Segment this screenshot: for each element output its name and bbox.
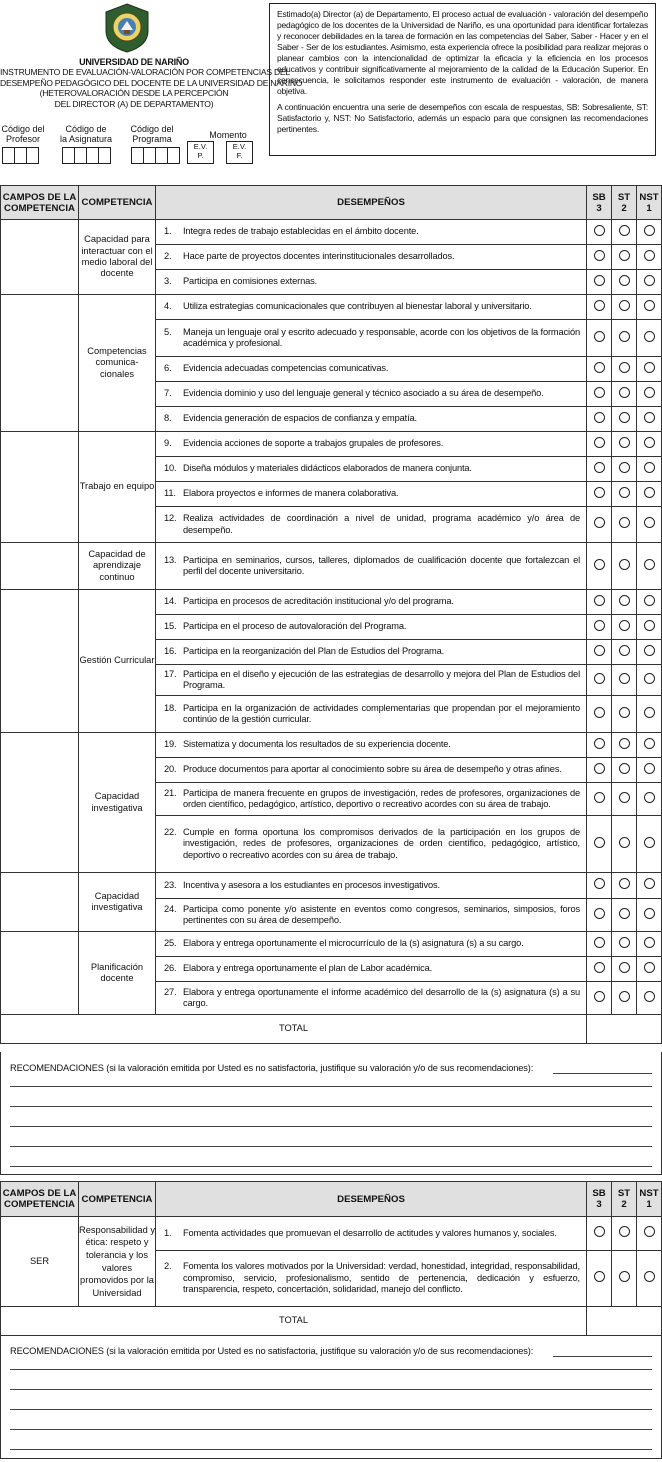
- item-text: Incentiva y asesora a los estudiantes en procesos investigativos.: [183, 879, 440, 890]
- desempeno-cell: [156, 457, 587, 482]
- radio-sb[interactable]: [587, 543, 612, 590]
- radio-st[interactable]: [612, 932, 637, 957]
- desempeno-cell: [156, 665, 587, 696]
- item-number: 2.: [164, 1261, 172, 1272]
- radio-st[interactable]: [612, 382, 637, 407]
- radio-st[interactable]: [612, 357, 637, 382]
- radio-sb[interactable]: [587, 457, 612, 482]
- campo-cell[interactable]: [1, 432, 79, 543]
- code-asignatura-label: Código de la Asignatura: [59, 124, 113, 144]
- desempeno-cell: [156, 873, 587, 899]
- desempeno-cell: [156, 957, 587, 982]
- radio-st[interactable]: [612, 615, 637, 640]
- radio-st[interactable]: [612, 899, 637, 932]
- recommendation-line[interactable]: [10, 1146, 652, 1147]
- item-text: Hace parte de proyectos docentes interinstitucionales desarrollados.: [183, 251, 455, 262]
- desempeno-cell: [156, 270, 587, 295]
- radio-sb[interactable]: [587, 1251, 612, 1307]
- radio-sb[interactable]: [587, 382, 612, 407]
- radio-sb[interactable]: [587, 873, 612, 899]
- item-text: Integra redes de trabajo establecidas en el ámbito docente.: [183, 226, 419, 237]
- radio-sb[interactable]: [587, 507, 612, 543]
- radio-sb[interactable]: [587, 615, 612, 640]
- item-number: 18.: [164, 702, 177, 713]
- item-text: Participa en la reorganización del Plan de Estudios del Programa.: [183, 646, 445, 657]
- campo-cell[interactable]: [1, 590, 79, 733]
- competencia-cell: Trabajo en equipo: [79, 432, 156, 543]
- total-label: TOTAL: [1, 1307, 587, 1336]
- university-seal-icon: [103, 3, 151, 53]
- radio-nst[interactable]: [637, 270, 662, 295]
- item-text: Evidencia dominio y uso del lenguaje general y técnico asociado a su área de desempeño.: [183, 388, 544, 399]
- item-text: Participa en la organización de actividades complementarias que propendan por el mejoramiento continúo de la gestión curricular.: [183, 702, 580, 724]
- radio-st[interactable]: [612, 640, 637, 665]
- item-text: Elabora y entrega oportunamente el microcurrículo de la (s) asignatura (s) a su cargo.: [183, 938, 524, 949]
- item-number: 21.: [164, 787, 177, 798]
- intro-paragraph-1: Estimado(a) Director (a) de Departamento, El proceso actual de evaluación - valoración del desempeño pedagógico de los docentes de la Universidad de Nariño, es una oportunidad para identificar fortalezas y reconocer debilidades en la tarea de formación en las competencias del Saber, Saber - Hacer y en el Saber - Ser de los estudiantes. Asimismo, esta experiencia ofrece la posibilidad para realizar mejoras o planear cambios con la intencionalidad de optimizar la eficacia y la eficiencia en los procesos educativos y contribuir significativamente al mejoramiento de la calidad de la Educación Superior. En consecuencia, le solicitamos responder este instrumento de evaluación - valoración, de manera objetiva.: [277, 9, 648, 96]
- item-text: Fomenta actividades que promuevan el desarrollo de actitudes y valores humanos y, sociales.: [183, 1227, 557, 1238]
- radio-sb[interactable]: [587, 432, 612, 457]
- desempeno-cell: [156, 320, 587, 357]
- competencia-cell: Capacidad para interactuar con el medio laboral del docente: [79, 220, 156, 295]
- radio-nst[interactable]: [637, 665, 662, 696]
- table-row: [1, 432, 662, 457]
- item-text: Elabora y entrega oportunamente el plan de Labor académica.: [183, 963, 433, 974]
- evaluation-table-2: [0, 1181, 662, 1336]
- radio-st[interactable]: [612, 295, 637, 320]
- item-text: Sistematiza y documenta los resultados de su experiencia docente.: [183, 739, 451, 750]
- item-number: 11.: [164, 488, 176, 499]
- form-title-line-4: DEL DIRECTOR (A) DE DEPARTAMENTO): [54, 98, 214, 109]
- radio-sb[interactable]: [587, 696, 612, 733]
- radio-nst[interactable]: [637, 295, 662, 320]
- item-number: 1.: [164, 1227, 172, 1238]
- radio-nst[interactable]: [637, 457, 662, 482]
- radio-st[interactable]: [612, 873, 637, 899]
- campo-cell[interactable]: [1, 220, 79, 295]
- code-profesor-label: Código del Profesor: [1, 124, 45, 144]
- item-number: 13.: [164, 554, 177, 565]
- item-number: 25.: [164, 938, 177, 949]
- table-row: [1, 873, 662, 899]
- competencia-cell: Planificación docente: [79, 932, 156, 1015]
- header-st: ST 2: [612, 186, 637, 220]
- desempeno-cell: [156, 615, 587, 640]
- item-text: Participa en comisiones externas.: [183, 276, 318, 287]
- item-text: Evidencia adecuadas competencias comunicativas.: [183, 363, 389, 374]
- item-text: Participa de manera frecuente en grupos de investigación, redes de profesores, organizaciones de orden científico, pedagógico, artístico, deportivo o recreativo acordes con su área de trabajo.: [183, 787, 580, 809]
- item-text: Utiliza estrategias comunicacionales que contribuyen al bienestar laboral y universitario.: [183, 301, 532, 312]
- item-text: Participa en el diseño y ejecución de las estrategias de desarrollo y mejora del Plan de Estudios del Programa.: [183, 668, 580, 690]
- radio-st[interactable]: [612, 1217, 637, 1251]
- radio-sb[interactable]: [587, 220, 612, 245]
- radio-sb[interactable]: [587, 482, 612, 507]
- item-number: 8.: [164, 413, 172, 424]
- header-nst: NST 1: [637, 1182, 662, 1217]
- radio-st[interactable]: [612, 320, 637, 357]
- item-number: 19.: [164, 739, 177, 750]
- radio-nst[interactable]: [637, 932, 662, 957]
- radio-st[interactable]: [612, 783, 637, 816]
- radio-st[interactable]: [612, 590, 637, 615]
- item-number: 4.: [164, 301, 172, 312]
- header-desempenos: DESEMPEÑOS: [156, 1182, 587, 1217]
- item-number: 23.: [164, 879, 177, 890]
- item-number: 12.: [164, 513, 177, 524]
- university-name: UNIVERSIDAD DE NARIÑO: [79, 57, 189, 67]
- item-number: 26.: [164, 963, 177, 974]
- desempeno-cell: [156, 640, 587, 665]
- desempeno-cell: [156, 816, 587, 873]
- radio-sb[interactable]: [587, 357, 612, 382]
- item-number: 24.: [164, 903, 177, 914]
- desempeno-cell: [156, 507, 587, 543]
- intro-paragraph-2: A continuación encuentra una serie de desempeños con escala de respuestas, SB: Sobresaliente, ST: Satisfactorio y, NST: No Satisfactorio, además un espacio para que consignen las recomendaciones pertinentes.: [277, 102, 648, 134]
- item-number: 15.: [164, 621, 177, 632]
- radio-sb[interactable]: [587, 733, 612, 758]
- radio-st[interactable]: [612, 270, 637, 295]
- campo-cell[interactable]: [1, 873, 79, 932]
- item-text: Cumple en forma oportuna los compromisos derivados de la participación en los grupos de investigación, redes de profesores, organizaciones de orden científico, pedagógico, artístico, deportivo o recreativo acordes con su área de trabajo.: [183, 826, 580, 860]
- table-row: [1, 733, 662, 758]
- desempeno-cell: [156, 432, 587, 457]
- header-campos: CAMPOS DE LA COMPETENCIA: [1, 186, 79, 220]
- item-number: 16.: [164, 646, 177, 657]
- header-campos: CAMPOS DE LA COMPETENCIA: [1, 1182, 79, 1217]
- competencia-cell: Capacidad de aprendizaje continuo: [79, 543, 156, 590]
- desempeno-cell: [156, 1217, 587, 1251]
- radio-nst[interactable]: [637, 245, 662, 270]
- recommendation-line[interactable]: [553, 1346, 652, 1357]
- table-row: [1, 295, 662, 320]
- header-competencia: COMPETENCIA: [79, 186, 156, 220]
- item-number: 27.: [164, 986, 177, 997]
- item-text: Participa como ponente y/o asistente en eventos como congresos, seminarios, simposios, foros pertinentes con su área de desempeño.: [183, 903, 580, 925]
- table-header-row: [1, 1182, 662, 1217]
- radio-st[interactable]: [612, 482, 637, 507]
- radio-sb[interactable]: [587, 932, 612, 957]
- desempeno-cell: [156, 382, 587, 407]
- code-programa-label: Código del Programa: [130, 124, 174, 144]
- evaluation-table-1: [0, 185, 662, 1044]
- radio-nst[interactable]: [637, 816, 662, 873]
- item-number: 5.: [164, 326, 172, 337]
- recommendation-line[interactable]: [10, 1106, 652, 1107]
- radio-nst[interactable]: [637, 873, 662, 899]
- radio-nst[interactable]: [637, 957, 662, 982]
- radio-st[interactable]: [612, 543, 637, 590]
- code-profesor-boxes[interactable]: [2, 147, 39, 164]
- competencia-cell: Gestión Curricular: [79, 590, 156, 733]
- item-text: Elabora y entrega oportunamente el informe académico del desarrollo de la (s) asignatura (s) a su cargo.: [183, 986, 580, 1008]
- total-value-cell[interactable]: [587, 1307, 662, 1336]
- item-number: 20.: [164, 764, 177, 775]
- total-value-cell[interactable]: [587, 1015, 662, 1044]
- desempeno-cell: [156, 783, 587, 816]
- item-text: Participa en el proceso de autovaloración del Programa.: [183, 621, 407, 632]
- desempeno-cell: [156, 482, 587, 507]
- item-number: 10.: [164, 463, 177, 474]
- desempeno-cell: [156, 982, 587, 1015]
- radio-nst[interactable]: [637, 543, 662, 590]
- header-sb: SB 3: [587, 1182, 612, 1217]
- recommendation-line[interactable]: [10, 1086, 652, 1087]
- header-desempenos: DESEMPEÑOS: [156, 186, 587, 220]
- radio-st[interactable]: [612, 245, 637, 270]
- radio-nst[interactable]: [637, 982, 662, 1015]
- item-number: 3.: [164, 276, 172, 287]
- table-row: [1, 1217, 662, 1251]
- radio-nst[interactable]: [637, 482, 662, 507]
- item-text: Participa en seminarios, cursos, talleres, diplomados de cualificación docente que fortalezcan el perfil del docente universitario.: [183, 554, 580, 576]
- radio-sb[interactable]: [587, 957, 612, 982]
- item-text: Evidencia acciones de soporte a trabajos grupales de profesores.: [183, 438, 444, 449]
- recommendation-line[interactable]: [10, 1389, 652, 1390]
- desempeno-cell: [156, 295, 587, 320]
- momento-ev-p-box[interactable]: E.V. P.: [187, 141, 214, 164]
- radio-sb[interactable]: [587, 665, 612, 696]
- competencia-cell: Capacidad investigativa: [79, 733, 156, 873]
- item-text: Fomenta los valores motivados por la Universidad: verdad, honestidad, integridad, responsabilidad, compromiso, servicio, profesionalismo, sentido de pertenencia, dedicación y esfuerzo, transparencia, respeto, concertación, solidaridad, manejo del conflicto.: [183, 1261, 580, 1295]
- radio-nst[interactable]: [637, 758, 662, 783]
- radio-nst[interactable]: [637, 1251, 662, 1307]
- desempeno-cell: [156, 899, 587, 932]
- total-row: [1, 1015, 662, 1044]
- recommendation-line[interactable]: [10, 1126, 652, 1127]
- item-number: 22.: [164, 826, 177, 837]
- recommendations-block-1: [0, 1052, 662, 1175]
- radio-st[interactable]: [612, 665, 637, 696]
- recommendation-line[interactable]: [553, 1063, 652, 1074]
- competencia-cell: Capacidad investigativa: [79, 873, 156, 932]
- desempeno-cell: [156, 543, 587, 590]
- table-header-row: [1, 186, 662, 220]
- recommendation-line[interactable]: [10, 1166, 652, 1167]
- radio-sb[interactable]: [587, 640, 612, 665]
- radio-sb[interactable]: [587, 982, 612, 1015]
- desempeno-cell: [156, 758, 587, 783]
- desempeno-cell: [156, 245, 587, 270]
- table-row: [1, 220, 662, 245]
- radio-nst[interactable]: [637, 432, 662, 457]
- form-title-line-1: INSTRUMENTO DE EVALUACIÓN-VALORACIÓN POR COMPETENCIAS DEL: [0, 67, 290, 77]
- radio-st[interactable]: [612, 957, 637, 982]
- total-row: [1, 1307, 662, 1336]
- code-asignatura-boxes[interactable]: [62, 147, 111, 164]
- radio-st[interactable]: [612, 507, 637, 543]
- total-label: TOTAL: [1, 1015, 587, 1044]
- campo-cell[interactable]: [1, 295, 79, 432]
- header-sb: SB 3: [587, 186, 612, 220]
- item-number: 7.: [164, 388, 172, 399]
- radio-sb[interactable]: [587, 245, 612, 270]
- item-number: 14.: [164, 596, 177, 607]
- radio-sb[interactable]: [587, 320, 612, 357]
- radio-nst[interactable]: [637, 696, 662, 733]
- item-number: 2.: [164, 251, 172, 262]
- radio-sb[interactable]: [587, 816, 612, 873]
- table-row: [1, 543, 662, 590]
- campo-cell[interactable]: [1, 543, 79, 590]
- campo-cell[interactable]: [1, 932, 79, 1015]
- desempeno-cell: [156, 590, 587, 615]
- radio-st[interactable]: [612, 407, 637, 432]
- desempeno-cell: [156, 733, 587, 758]
- header-competencia: COMPETENCIA: [79, 1182, 156, 1217]
- radio-sb[interactable]: [587, 407, 612, 432]
- radio-nst[interactable]: [637, 615, 662, 640]
- form-title-line-3: (HETEROVALORACIÓN DESDE LA PERCEPCIÓN: [39, 88, 229, 98]
- radio-nst[interactable]: [637, 507, 662, 543]
- competencia-cell: Competencias comunica-cionales: [79, 295, 156, 432]
- campo-cell[interactable]: [1, 733, 79, 873]
- radio-sb[interactable]: [587, 295, 612, 320]
- campo-ser: SER: [1, 1217, 79, 1307]
- radio-nst[interactable]: [637, 220, 662, 245]
- item-number: 6.: [164, 363, 172, 374]
- recommendation-line[interactable]: [10, 1369, 652, 1370]
- desempeno-cell: [156, 696, 587, 733]
- header-st: ST 2: [612, 1182, 637, 1217]
- radio-sb[interactable]: [587, 758, 612, 783]
- desempeno-cell: [156, 1251, 587, 1307]
- recommendations-block-2: [0, 1335, 662, 1459]
- intro-box: [269, 3, 656, 156]
- radio-st[interactable]: [612, 432, 637, 457]
- radio-sb[interactable]: [587, 590, 612, 615]
- header-nst: NST 1: [637, 186, 662, 220]
- desempeno-cell: [156, 932, 587, 957]
- radio-st[interactable]: [612, 982, 637, 1015]
- radio-sb[interactable]: [587, 899, 612, 932]
- recommendations-label: RECOMENDACIONES (si la valoración emitida por Usted es no satisfactoria, justifique su valoración y/o de sus recomendaciones):: [10, 1346, 534, 1356]
- radio-st[interactable]: [612, 816, 637, 873]
- radio-st[interactable]: [612, 457, 637, 482]
- radio-st[interactable]: [612, 758, 637, 783]
- momento-ev-f-box[interactable]: E.V. F.: [226, 141, 253, 164]
- item-text: Realiza actividades de coordinación a nivel de unidad, programa académico y/o área de desempeño.: [183, 513, 580, 535]
- radio-nst[interactable]: [637, 640, 662, 665]
- radio-sb[interactable]: [587, 783, 612, 816]
- recommendations-label: RECOMENDACIONES (si la valoración emitida por Usted es no satisfactoria, justifique su valoración y/o de sus recomendaciones):: [10, 1063, 534, 1073]
- radio-sb[interactable]: [587, 1217, 612, 1251]
- radio-sb[interactable]: [587, 270, 612, 295]
- radio-nst[interactable]: [637, 382, 662, 407]
- code-programa-boxes[interactable]: [131, 147, 180, 164]
- radio-nst[interactable]: [637, 733, 662, 758]
- item-text: Elabora proyectos e informes de manera colaborativa.: [183, 488, 399, 499]
- item-text: Maneja un lenguaje oral y escrito adecuado y responsable, acorde con los objetivos de la formación académica y profesional.: [183, 326, 580, 348]
- item-text: Participa en procesos de acreditación institucional y/o del programa.: [183, 596, 454, 607]
- item-number: 17.: [164, 668, 177, 679]
- table-row: [1, 590, 662, 615]
- radio-st[interactable]: [612, 1251, 637, 1307]
- item-text: Produce documentos para aportar al conocimiento sobre su área de desempeño y otras afines.: [183, 764, 562, 775]
- radio-nst[interactable]: [637, 783, 662, 816]
- item-text: Diseña módulos y materiales didácticos elaborados de manera conjunta.: [183, 463, 472, 474]
- desempeno-cell: [156, 407, 587, 432]
- recommendation-line[interactable]: [10, 1429, 652, 1430]
- recommendation-line[interactable]: [10, 1409, 652, 1410]
- radio-nst[interactable]: [637, 357, 662, 382]
- competencia-cell: Responsabilidad y ética: respeto y tolerancia y los valores promovidos por la Universidad: [79, 1217, 156, 1307]
- item-text: Evidencia generación de espacios de confianza y empatía.: [183, 413, 417, 424]
- radio-st[interactable]: [612, 696, 637, 733]
- radio-nst[interactable]: [637, 899, 662, 932]
- item-number: 9.: [164, 438, 172, 449]
- recommendation-line[interactable]: [10, 1449, 652, 1450]
- radio-nst[interactable]: [637, 320, 662, 357]
- desempeno-cell: [156, 220, 587, 245]
- desempeno-cell: [156, 357, 587, 382]
- momento-label: Momento: [209, 130, 247, 140]
- radio-nst[interactable]: [637, 407, 662, 432]
- form-title-line-2: DESEMPEÑO PEDAGÓGICO DEL DOCENTE DE LA UNIVERSIDAD DE NARIÑO: [0, 77, 303, 88]
- radio-st[interactable]: [612, 220, 637, 245]
- item-number: 1.: [164, 226, 172, 237]
- radio-nst[interactable]: [637, 590, 662, 615]
- radio-st[interactable]: [612, 733, 637, 758]
- radio-nst[interactable]: [637, 1217, 662, 1251]
- table-row: [1, 932, 662, 957]
